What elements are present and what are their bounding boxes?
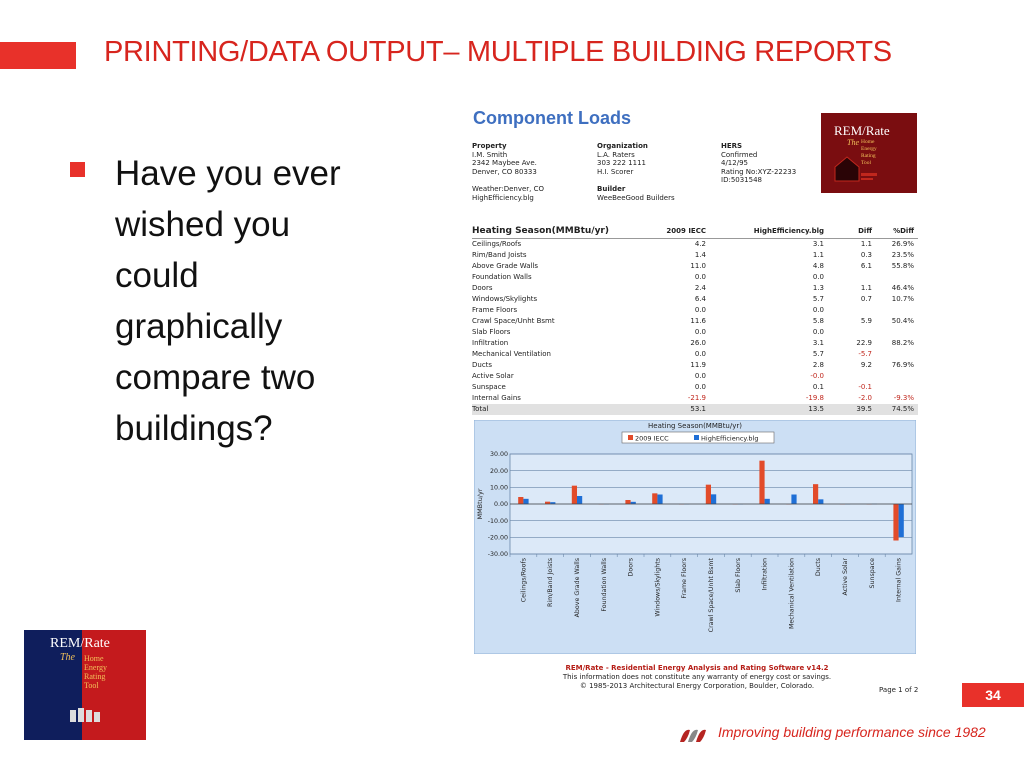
table-cell: -5.7 — [858, 350, 872, 358]
logo-lines — [84, 654, 107, 690]
bar — [818, 499, 823, 504]
report-footer — [465, 664, 929, 691]
table-cell: 5.8 — [812, 317, 824, 325]
logo-line: Rating — [84, 672, 106, 681]
logo-line: Energy — [84, 663, 107, 672]
table-cell: 76.9% — [891, 361, 914, 369]
table-row — [472, 393, 918, 404]
organization-block — [597, 142, 648, 176]
table-header: HighEfficiency.blg — [753, 227, 824, 235]
legend-swatch — [694, 435, 699, 440]
table-cell: 10.7% — [891, 295, 914, 303]
x-tick-label: Infiltration — [761, 558, 769, 591]
report-page-indicator: Page 1 of 2 — [879, 686, 919, 694]
bar — [759, 461, 764, 504]
table-cell: Total — [472, 405, 489, 413]
table-cell: 0.0 — [694, 273, 706, 281]
table-total-row — [472, 404, 918, 415]
table-cell: Ceilings/Roofs — [472, 240, 522, 248]
table-cell: 2.4 — [694, 284, 706, 292]
table-cell: 4.2 — [694, 240, 706, 248]
table-cell: 3.1 — [812, 339, 824, 347]
company-tagline: Improving building performance since 1982 — [718, 724, 986, 740]
table-cell: 46.4% — [891, 284, 914, 292]
report-logo-line: Home — [861, 139, 875, 145]
table-cell: -9.3% — [893, 394, 914, 402]
x-tick-label: Crawl Space/Unht Bsmt — [708, 558, 715, 633]
organization-line: L.A. Raters — [597, 150, 635, 159]
y-tick-label: -10.00 — [487, 517, 508, 525]
weather-line: Weather:Denver, CO — [472, 185, 545, 193]
table-cell: 0.0 — [812, 273, 824, 281]
bar — [791, 495, 796, 505]
table-cell: -0.1 — [858, 383, 872, 391]
table-cell: -19.8 — [805, 394, 824, 402]
table-cell: 5.9 — [860, 317, 872, 325]
table-cell: 5.7 — [812, 350, 824, 358]
logo-line: Tool — [84, 681, 99, 690]
x-tick-label: Sunspace — [868, 558, 876, 589]
x-tick-label: Active Solar — [842, 558, 849, 596]
report-logo-line: Tool — [861, 160, 872, 166]
title-accent-bar — [0, 42, 76, 69]
bar — [652, 493, 657, 504]
bar — [893, 504, 898, 541]
hers-line: Confirmed — [721, 150, 758, 159]
hers-line: 4/12/95 — [721, 159, 748, 168]
x-tick-label: Rim/Band Joists — [547, 558, 555, 608]
report-logo-line: Energy — [861, 146, 877, 152]
table-row — [472, 349, 918, 360]
table-row — [472, 371, 918, 382]
table-cell: Active Solar — [472, 372, 514, 380]
x-tick-label: Internal Gains — [895, 558, 903, 603]
table-cell: Mechanical Ventilation — [472, 350, 551, 358]
table-cell: 5.7 — [812, 295, 824, 303]
y-axis-label: MMBtu/yr — [476, 488, 484, 520]
x-tick-label: Above Grade Walls — [574, 558, 581, 618]
table-row — [472, 272, 918, 283]
company-mark-icon — [68, 706, 104, 724]
table-cell: 0.7 — [860, 295, 872, 303]
table-cell: Windows/Skylights — [472, 295, 538, 303]
hers-line: ID:5031548 — [721, 176, 762, 185]
bar — [657, 495, 662, 505]
table-cell: 39.5 — [856, 405, 872, 413]
table-row — [472, 294, 918, 305]
x-tick-label: Slab Floors — [734, 558, 742, 593]
table-cell: 0.3 — [860, 251, 872, 259]
y-tick-label: 20.00 — [489, 467, 508, 475]
table-cell: Sunspace — [472, 383, 506, 391]
table-cell: Above Grade Walls — [472, 262, 539, 270]
table-cell: 4.8 — [812, 262, 824, 270]
table-cell: Foundation Walls — [472, 273, 532, 281]
table-cell: Internal Gains — [472, 394, 521, 402]
report-logo-line: Rating — [861, 153, 876, 159]
table-cell: 1.1 — [860, 284, 872, 292]
table-cell: 74.5% — [891, 405, 914, 413]
bar — [813, 484, 818, 504]
table-cell: Frame Floors — [472, 306, 518, 314]
table-row — [472, 316, 918, 327]
table-row — [472, 327, 918, 338]
table-cell: 50.4% — [891, 317, 914, 325]
table-cell: -2.0 — [858, 394, 872, 402]
y-tick-label: 0.00 — [493, 501, 508, 509]
table-header-row — [472, 224, 918, 239]
x-tick-label: Doors — [627, 558, 635, 577]
table-cell: 26.0 — [690, 339, 706, 347]
bar — [523, 499, 528, 504]
report-logo-the: The — [847, 138, 859, 147]
table-cell: Infiltration — [472, 339, 509, 347]
table-cell: 1.3 — [812, 284, 824, 292]
bar — [577, 496, 582, 504]
table-header: Heating Season(MMBtu/yr) — [472, 226, 609, 236]
bar — [899, 504, 904, 537]
heating-season-bar-chart — [474, 420, 916, 654]
property-block — [472, 142, 537, 176]
bar — [518, 497, 523, 504]
legend-swatch — [628, 435, 633, 440]
table-cell: Slab Floors — [472, 328, 511, 336]
bar — [711, 494, 716, 504]
footer-line: © 1985-2013 Architectural Energy Corporation, Boulder, Colorado. — [579, 682, 815, 690]
company-mark-icon — [678, 724, 710, 746]
footer-line: This information does not constitute any warranty of energy cost or savings. — [562, 673, 832, 681]
table-cell: 22.9 — [856, 339, 872, 347]
table-cell: 11.6 — [690, 317, 706, 325]
table-cell: Doors — [472, 284, 493, 292]
y-tick-label: 10.00 — [489, 484, 508, 492]
legend-label: HighEfficiency.blg — [701, 434, 759, 443]
slide-title: PRINTING/DATA OUTPUT– MULTIPLE BUILDING REPORTS — [104, 36, 892, 68]
weather-block — [472, 185, 544, 202]
table-cell: 55.8% — [891, 262, 914, 270]
bar — [545, 502, 550, 504]
x-tick-label: Ducts — [815, 558, 823, 577]
bar — [706, 485, 711, 504]
report-rem-rate-logo — [821, 113, 917, 193]
table-cell: 0.0 — [694, 350, 706, 358]
logo-line: Home — [84, 654, 104, 663]
table-cell: Ducts — [472, 361, 493, 369]
hers-heading: HERS — [721, 142, 743, 150]
table-cell: 3.1 — [812, 240, 824, 248]
table-row — [472, 239, 918, 250]
table-cell: 0.0 — [812, 306, 824, 314]
table-cell: 23.5% — [891, 251, 914, 259]
y-tick-label: 30.00 — [489, 451, 508, 459]
table-cell: Crawl Space/Unht Bsmt — [472, 317, 555, 325]
builder-heading: Builder — [597, 185, 626, 193]
table-cell: -21.9 — [687, 394, 706, 402]
bar — [572, 486, 577, 504]
table-header: %Diff — [893, 227, 914, 235]
table-row — [472, 305, 918, 316]
table-cell: 9.2 — [860, 361, 872, 369]
bullet-text: Have you ever wished you could graphically compare two buildings? — [115, 154, 341, 448]
table-cell: 0.0 — [694, 372, 706, 380]
table-cell: 6.4 — [694, 295, 706, 303]
table-body — [472, 239, 918, 404]
table-header: 2009 IECC — [666, 227, 706, 235]
table-cell: 11.9 — [690, 361, 706, 369]
property-line: I.M. Smith — [472, 150, 508, 159]
organization-line: H.I. Scorer — [597, 167, 634, 176]
table-cell: 53.1 — [690, 405, 706, 413]
table-cell: 0.0 — [812, 328, 824, 336]
table-cell: 0.1 — [812, 383, 824, 391]
table-cell: 26.9% — [891, 240, 914, 248]
table-cell: 1.1 — [812, 251, 824, 259]
table-cell: 6.1 — [860, 262, 872, 270]
table-row — [472, 283, 918, 294]
table-row — [472, 338, 918, 349]
bullet-marker — [70, 162, 85, 177]
table-cell: -0.0 — [810, 372, 824, 380]
table-cell: 13.5 — [808, 405, 824, 413]
hers-line: Rating No:XYZ-22233 — [721, 167, 797, 176]
x-tick-label: Ceilings/Roofs — [520, 558, 528, 603]
table-cell: 1.1 — [860, 240, 872, 248]
rem-rate-logo — [24, 630, 146, 740]
y-tick-label: -30.00 — [487, 551, 508, 559]
logo-the: The — [60, 652, 75, 663]
table-cell: 1.4 — [694, 251, 706, 259]
report-title: Component Loads — [473, 108, 631, 128]
table-header: Diff — [858, 227, 872, 235]
property-line: Denver, CO 80333 — [472, 167, 537, 176]
x-tick-label: Frame Floors — [681, 558, 689, 599]
property-line: 2342 Maybee Ave. — [472, 159, 537, 168]
table-row — [472, 360, 918, 371]
table-cell: Rim/Band Joists — [472, 251, 527, 259]
bar — [765, 499, 770, 504]
table-cell: 0.0 — [694, 328, 706, 336]
chart-title: Heating Season(MMBtu/yr) — [648, 422, 742, 430]
table-row — [472, 261, 918, 272]
bar — [625, 500, 630, 504]
table-cell: 88.2% — [891, 339, 914, 347]
property-heading: Property — [472, 142, 507, 150]
house-graphic-icon — [821, 113, 917, 193]
report-logo-brand: REM/Rate — [834, 123, 890, 138]
hers-block — [721, 142, 796, 185]
file-line: HighEfficiency.blg — [472, 193, 534, 202]
table-row — [472, 250, 918, 261]
footer-line: REM/Rate - Residential Energy Analysis and Rating Software v14.2 — [565, 664, 829, 672]
table-row — [472, 382, 918, 393]
organization-line: 303 222 1111 — [597, 159, 646, 168]
x-tick-label: Mechanical Ventilation — [788, 558, 796, 630]
x-tick-label: Foundation Walls — [600, 558, 608, 612]
organization-heading: Organization — [597, 142, 648, 150]
table-cell: 2.8 — [812, 361, 824, 369]
builder-block — [597, 185, 675, 202]
legend-label: 2009 IECC — [635, 434, 669, 443]
table-cell: 0.0 — [694, 306, 706, 314]
builder-line: WeeBeeGood Builders — [597, 193, 675, 202]
x-tick-label: Windows/Skylights — [654, 558, 662, 617]
logo-brand: REM/Rate — [50, 636, 110, 651]
table-cell: 0.0 — [694, 383, 706, 391]
heating-season-table — [472, 224, 918, 415]
table-cell: 11.0 — [690, 262, 706, 270]
slide-number: 34 — [962, 683, 1024, 707]
y-tick-label: -20.00 — [487, 534, 508, 542]
